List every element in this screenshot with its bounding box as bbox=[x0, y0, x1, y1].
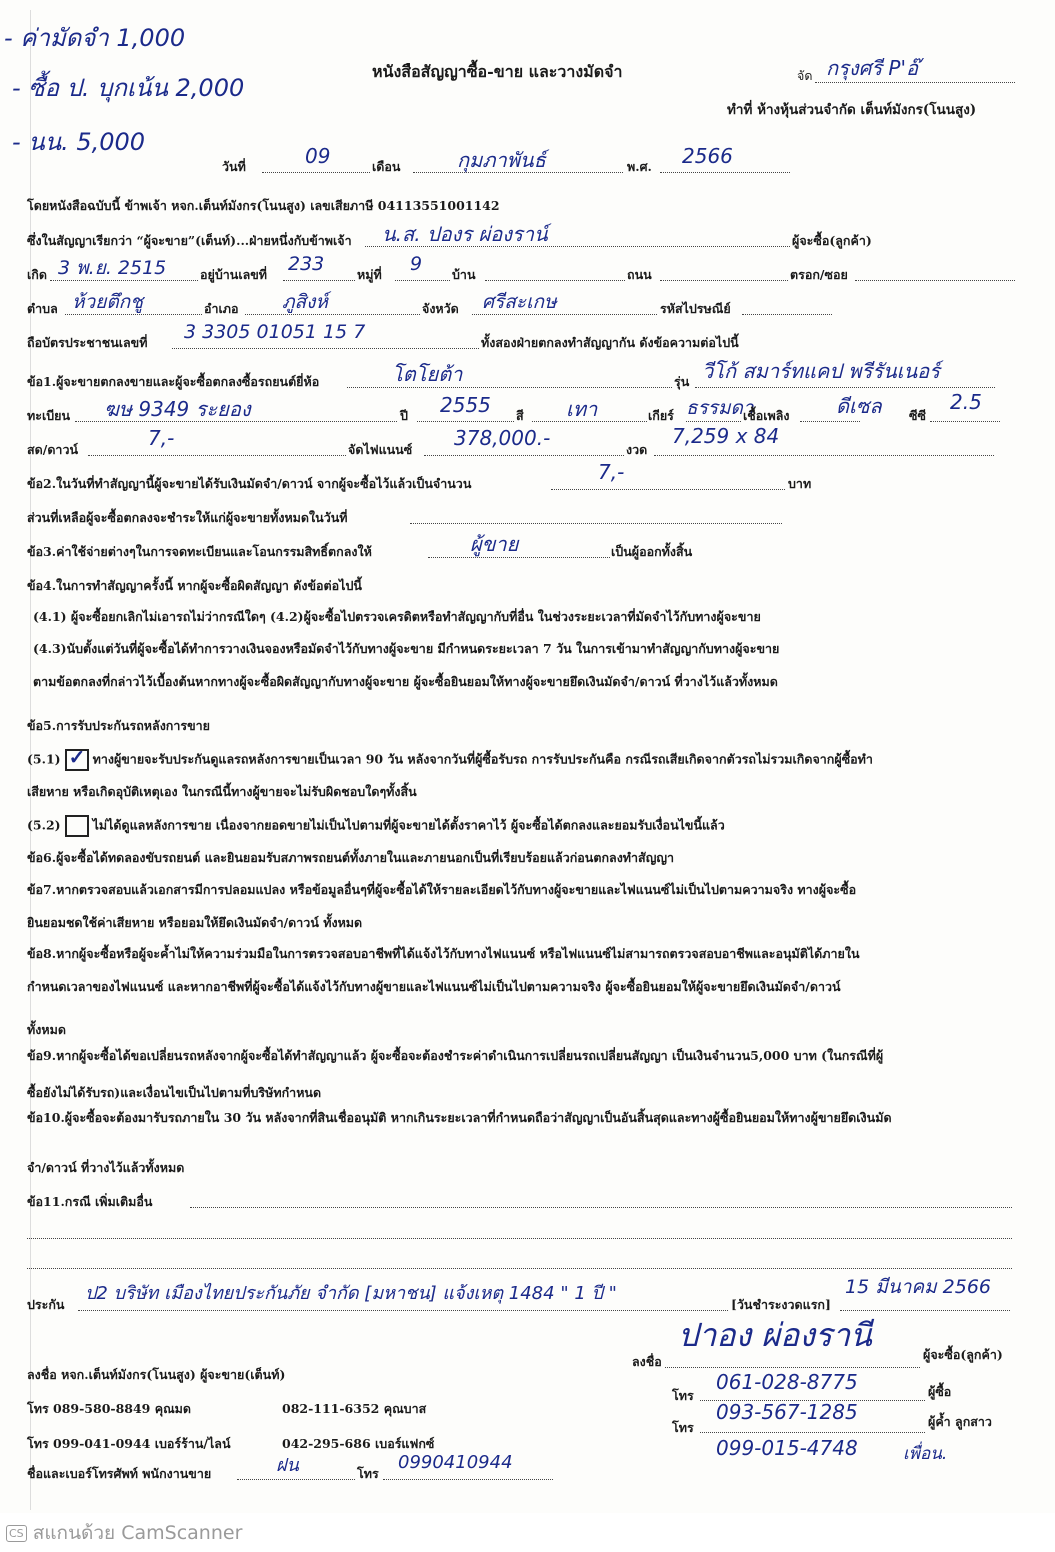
fee-payer: ผู้ขาย bbox=[470, 532, 519, 556]
road-label: ถนน bbox=[627, 267, 652, 282]
cc-label: ซีซี bbox=[909, 408, 926, 423]
day-value: 09 bbox=[305, 144, 331, 168]
reg-year: 2555 bbox=[440, 393, 491, 417]
model-label: รุ่น bbox=[674, 374, 690, 389]
day-label: วันที่ bbox=[222, 159, 246, 174]
friend-tel: 099-015-4748 bbox=[716, 1436, 858, 1460]
warranty-checkbox-checked[interactable] bbox=[65, 745, 89, 771]
clause7a-text: ข้อ7.หากตรวจสอบแล้วเอกสารมีการปลอมแปลง หรือข้อมูลอื่นๆที่ผู้จะซื้อได้ให้รายละเอียดไว้กับทางผู้จะขายและไฟแนนซ์ไม่เป็นไปตามความจริง ทางผู้จะซื้อ bbox=[27, 882, 857, 897]
first-payment-label: [วันชำระงวดแรก] bbox=[731, 1297, 831, 1312]
friend-tel-role: เพื่อน. bbox=[903, 1444, 948, 1464]
month-value: กุมภาพันธ์ bbox=[457, 148, 546, 172]
installment-value: 7,259 x 84 bbox=[672, 424, 780, 448]
zipcode-label: รหัสไปรษณีย์ bbox=[660, 301, 731, 316]
clause4-1-text: (4.1) ผู้จะซื้อยกเลิกไม่เอารถไม่ว่ากรณีใดๆ (4.2)ผู้จะซื้อไปตรวจเครดิตหรือทำสัญญากับที่อื่น ในช่วงระยะเวลาที่มัดจำไว้กับทางผู้จะขาย bbox=[33, 609, 761, 624]
id-label: ถือบัตรประชาชนเลขที่ bbox=[27, 335, 148, 350]
first-payment-date: 15 มีนาคม 2566 bbox=[845, 1276, 992, 1298]
car-model: วีโก้ สมาร์ทแคป พรีรันเนอร์ bbox=[702, 359, 940, 383]
year-value: 2566 bbox=[682, 144, 733, 168]
buyer-tel-label: โทร bbox=[672, 1388, 694, 1403]
color-label: สี bbox=[516, 408, 524, 423]
note-deposit: - ค่ามัดจำ 1,000 bbox=[4, 24, 186, 52]
deposit-amount: 7,- bbox=[598, 460, 625, 484]
contact-tel-3: โทร 099-041-0944 เบอร์ร้าน/ไลน์ bbox=[27, 1436, 231, 1451]
clause5-1-number: (5.1) bbox=[27, 751, 61, 767]
buyer-line-post: ผู้จะซื้อ(ลูกค้า) bbox=[792, 233, 872, 248]
month-label: เดือน bbox=[372, 159, 401, 174]
place-value: กรุงศรี P'อ๊ bbox=[826, 56, 918, 80]
insurance-value: ป2 บริษัท เมืองไทยประกันภัย จำกัด [มหาชน] แจ้งเหตุ 1484 " 1 ปี " bbox=[85, 1283, 617, 1304]
clause5-1-text: ทางผู้ขายจะรับประกันดูแลรถหลังการขายเป็นเวลา 90 วัน หลังจากวันที่ผู้ซื้อรับรถ การรับประกันคือ กรณีรถเสียเกิดจากตัวรถไม่รวมเกิดจากผู้ซื้อทำ bbox=[92, 751, 873, 767]
clause9b-text: ซื้อยังไม่ได้รับรถ)และเงื่อนไขเป็นไปตามที่บริษัทกำหนด bbox=[27, 1085, 322, 1100]
buyer-signature: ปาอง ผ่องรานี bbox=[678, 1316, 872, 1354]
place-label: จัด bbox=[797, 68, 813, 83]
cash-label: สด/ดาวน์ bbox=[27, 442, 79, 457]
id-value: 3 3305 01051 15 7 bbox=[184, 321, 366, 343]
no-warranty-checkbox[interactable] bbox=[65, 815, 89, 837]
clause5-text: ข้อ5.การรับประกันรถหลังการขาย bbox=[27, 718, 211, 733]
staff-tel-label: โทร bbox=[357, 1466, 379, 1481]
clause10b-text: จำ/ดาวน์ ที่วางไว้แล้วทั้งหมด bbox=[27, 1160, 185, 1175]
staff-tel: 0990410944 bbox=[398, 1452, 513, 1473]
house-value: 233 bbox=[288, 253, 325, 275]
clause5-2-text: ไม่ได้ดูแลหลังการขาย เนื่องจากยอดขายไม่เป็นไปตามที่ผู้จะขายได้ตั้งราคาไว้ ผู้จะซื้อได้ตกลงและยอมรับเงื่อนไขนี้แล้ว bbox=[92, 817, 725, 833]
fuel-label: เชื้อเพลิง bbox=[743, 408, 790, 423]
province-value: ศรีสะเกษ bbox=[482, 291, 557, 313]
born-value: 3 พ.ย. 2515 bbox=[58, 257, 167, 279]
intro-text: โดยหนังสือฉบับนี้ ข้าพเจ้า หจก.เต็นท์มังกร(โนนสูง) เลขเสียภาษี 04113551001142 bbox=[27, 198, 500, 213]
finance-label: จัดไฟแนนซ์ bbox=[348, 442, 413, 457]
color-value: เทา bbox=[566, 397, 598, 421]
camscanner-watermark bbox=[6, 1518, 242, 1548]
fuel-value: ดีเซล bbox=[836, 394, 882, 418]
baht-unit: บาท bbox=[788, 476, 812, 491]
clause10a-text: ข้อ10.ผู้จะซื้อจะต้องมารับรถภายใน 30 วัน หลังจากที่สินเชื่ออนุมัติ หากเกินระยะเวลาที่กำหนดถือว่าสัญญาเป็นอันสิ้นสุดและทางผู้ซื้อยินยอมให้ทางผู้ขายยึดเงินมัด bbox=[27, 1110, 892, 1125]
buyer-tel: 061-028-8775 bbox=[716, 1370, 858, 1394]
year-label: พ.ศ. bbox=[627, 159, 652, 174]
moo-label: หมู่ที่ bbox=[357, 267, 382, 282]
clause2-text: ข้อ2.ในวันที่ทำสัญญานี้ผู้จะขายได้รับเงินมัดจำ/ดาวน์ จากผู้จะซื้อไว้แล้วเป็นจำนวน bbox=[27, 476, 472, 491]
installment-label: งวด bbox=[626, 442, 648, 457]
clause5-2-row bbox=[27, 815, 725, 837]
gear-label: เกียร์ bbox=[648, 408, 674, 423]
contact-fax: 042-295-686 เบอร์แฟกซ์ bbox=[282, 1436, 435, 1451]
district-label: อำเภอ bbox=[204, 301, 239, 316]
house-label: อยู่บ้านเลขที่ bbox=[200, 267, 268, 282]
gear-value: ธรรมดา bbox=[686, 397, 754, 419]
clause5-2-number: (5.2) bbox=[27, 817, 61, 833]
contact-tel-1: โทร 089-580-8849 คุณมด bbox=[27, 1401, 192, 1416]
camscanner-logo-icon: CS bbox=[6, 1525, 27, 1542]
seller-sign: ลงชื่อ หจก.เต็นท์มังกร(โนนสูง) ผู้จะขาย(เต็นท์) bbox=[27, 1367, 286, 1382]
clause8b-text: กำหนดเวลาของไฟแนนซ์ และหากอาชีพที่ผู้จะซื้อได้แจ้งไว้กับทางผู้ขายและไฟแนนซ์ไม่เป็นไปตามความจริง ผู้จะซื้อยินยอมให้ผู้จะขายยึดเงินมัดจำ/ดาวน์ bbox=[27, 979, 841, 994]
moo-value: 9 bbox=[410, 253, 423, 275]
reg-label: ทะเบียน bbox=[27, 408, 71, 423]
note-insurance: - ซื้อ ป. บุกเน้น 2,000 bbox=[12, 74, 245, 102]
reg-year-label: ปี bbox=[400, 408, 408, 423]
guarantor-tel-label: โทร bbox=[672, 1420, 694, 1435]
province-label: จังหวัด bbox=[422, 301, 459, 316]
district-value: ภูสิงห์ bbox=[282, 291, 328, 313]
clause5-1b-text: เสียหาย หรือเกิดอุบัติเหตุเอง ในกรณีนี้ทางผู้ขายจะไม่รับผิดชอบใดๆทั้งสิ้น bbox=[27, 784, 417, 799]
finance-value: 378,000.- bbox=[454, 426, 551, 450]
guarantor-tel: 093-567-1285 bbox=[716, 1400, 858, 1424]
buyer-sign-role: ผู้จะซื้อ(ลูกค้า) bbox=[923, 1347, 1003, 1362]
subdistrict-label: ตำบล bbox=[27, 301, 58, 316]
clause9a-text: ข้อ9.หากผู้จะซื้อได้ขอเปลี่ยนรถหลังจากผู้จะซื้อได้ทำสัญญาแล้ว ผู้จะซื้อจะต้องชำระค่าดำเนินการเปลี่ยนรถเปลี่ยนสัญญา เป็นเงินจำนวน5,000 บาท (ในกรณีที่ผู้ bbox=[27, 1048, 884, 1063]
document-title: หนังสือสัญญาซื้อ-ขาย และวางมัดจำ bbox=[372, 62, 623, 81]
car-brand: โตโยต้า bbox=[392, 362, 463, 386]
clause4-3a-text: (4.3)นับตั้งแต่วันที่ผู้จะซื้อได้ทำการวางเงินจองหรือมัดจำไว้กับทางผู้จะขาย มีกำหนดระยะเวลา 7 วัน ในการเข้ามาทำสัญญากับทางผู้จะขาย bbox=[33, 641, 780, 656]
reg-value: ฆษ 9349 ระยอง bbox=[104, 397, 251, 421]
note-extra: - นน. 5,000 bbox=[12, 128, 146, 156]
guarantor-tel-role: ผู้ค้ำ ลูกสาว bbox=[928, 1414, 992, 1429]
buyer-name: น.ส. ปองร ผ่องราน์ bbox=[382, 222, 548, 246]
clause3-text: ข้อ3.ค่าใช้จ่ายต่างๆในการจดทะเบียนและโอนกรรมสิทธิ์ตกลงให้ bbox=[27, 544, 372, 559]
camscanner-text: สแกนด้วย CamScanner bbox=[32, 1522, 243, 1544]
alley-label: ตรอก/ซอย bbox=[790, 267, 848, 282]
check-icon: ✓ bbox=[68, 745, 86, 769]
subdistrict-value: ห้วยตึกชู bbox=[72, 291, 144, 313]
born-label: เกิด bbox=[27, 267, 47, 282]
cash-value: 7,- bbox=[148, 426, 175, 450]
buyer-sign-label: ลงชื่อ bbox=[632, 1354, 662, 1369]
clause1-text: ข้อ1.ผู้จะขายตกลงขายและผู้จะซื้อตกลงซื้อรถยนต์ยี่ห้อ bbox=[27, 374, 320, 389]
clause2b-text: ส่วนที่เหลือผู้จะซื้อตกลงจะชำระให้แก่ผู้จะขายทั้งหมดในวันที่ bbox=[27, 510, 348, 525]
clause11-text: ข้อ11.กรณี เพิ่มเติมอื่น bbox=[27, 1194, 153, 1209]
location: ทำที่ ห้างหุ้นส่วนจำกัด เต็นท์มังกร(โนนสูง) bbox=[727, 102, 977, 118]
clause5-1-row bbox=[27, 745, 873, 771]
clause3-post: เป็นผู้ออกทั้งสิ้น bbox=[611, 544, 693, 559]
cc-value: 2.5 bbox=[950, 390, 982, 414]
clause4-text: ข้อ4.ในการทำสัญญาครั้งนี้ หากผู้จะซื้อผิดสัญญา ดังข้อต่อไปนี้ bbox=[27, 578, 362, 593]
contact-tel-2: 082-111-6352 คุณบาส bbox=[282, 1401, 427, 1416]
insurance-label: ประกัน bbox=[27, 1297, 65, 1312]
clause4-3b-text: ตามข้อตกลงที่กล่าวไว้เบื้องต้นหากทางผู้จะซื้อผิดสัญญากับทางผู้จะขาย ผู้จะซื้อยินยอมให้ทางผู้จะขายยึดเงินมัดจำ/ดาวน์ ที่วางไว้แล้วทั้งหมด bbox=[33, 674, 778, 689]
village-label: บ้าน bbox=[452, 267, 476, 282]
clause7b-text: ยินยอมชดใช้ค่าเสียหาย หรือยอมให้ยึดเงินมัดจำ/ดาวน์ ทั้งหมด bbox=[27, 915, 363, 930]
clause8c-text: ทั้งหมด bbox=[27, 1022, 66, 1037]
clause8a-text: ข้อ8.หากผู้จะซื้อหรือผู้จะค้ำไม่ให้ความร่วมมือในการตรวจสอบอาชีพที่ได้แจ้งไว้กับทางไฟแนนซ์ หรือไฟแนนซ์ไม่สามารถตรวจสอบอาชีพและอนุมัติได้ภายใน bbox=[27, 946, 860, 961]
staff-name: ฝน bbox=[276, 1455, 299, 1476]
buyer-line-pre: ซึ่งในสัญญาเรียกว่า “ผู้จะขาย”(เต็นท์)...ฝ่ายหนึ่งกับข้าพเจ้า bbox=[27, 233, 352, 248]
staff-label: ชื่อและเบอร์โทรศัพท์ พนักงานขาย bbox=[27, 1466, 212, 1481]
clause6-text: ข้อ6.ผู้จะซื้อได้ทดลองขับรถยนต์ และยินยอมรับสภาพรถยนต์ทั้งภายในและภายนอกเป็นที่เรียบร้อยแล้วก่อนตกลงทำสัญญา bbox=[27, 850, 675, 865]
id-line-post: ทั้งสองฝ่ายตกลงทำสัญญากัน ดังข้อความต่อไปนี้ bbox=[481, 335, 739, 350]
buyer-tel-role: ผู้ซื้อ bbox=[928, 1384, 952, 1399]
